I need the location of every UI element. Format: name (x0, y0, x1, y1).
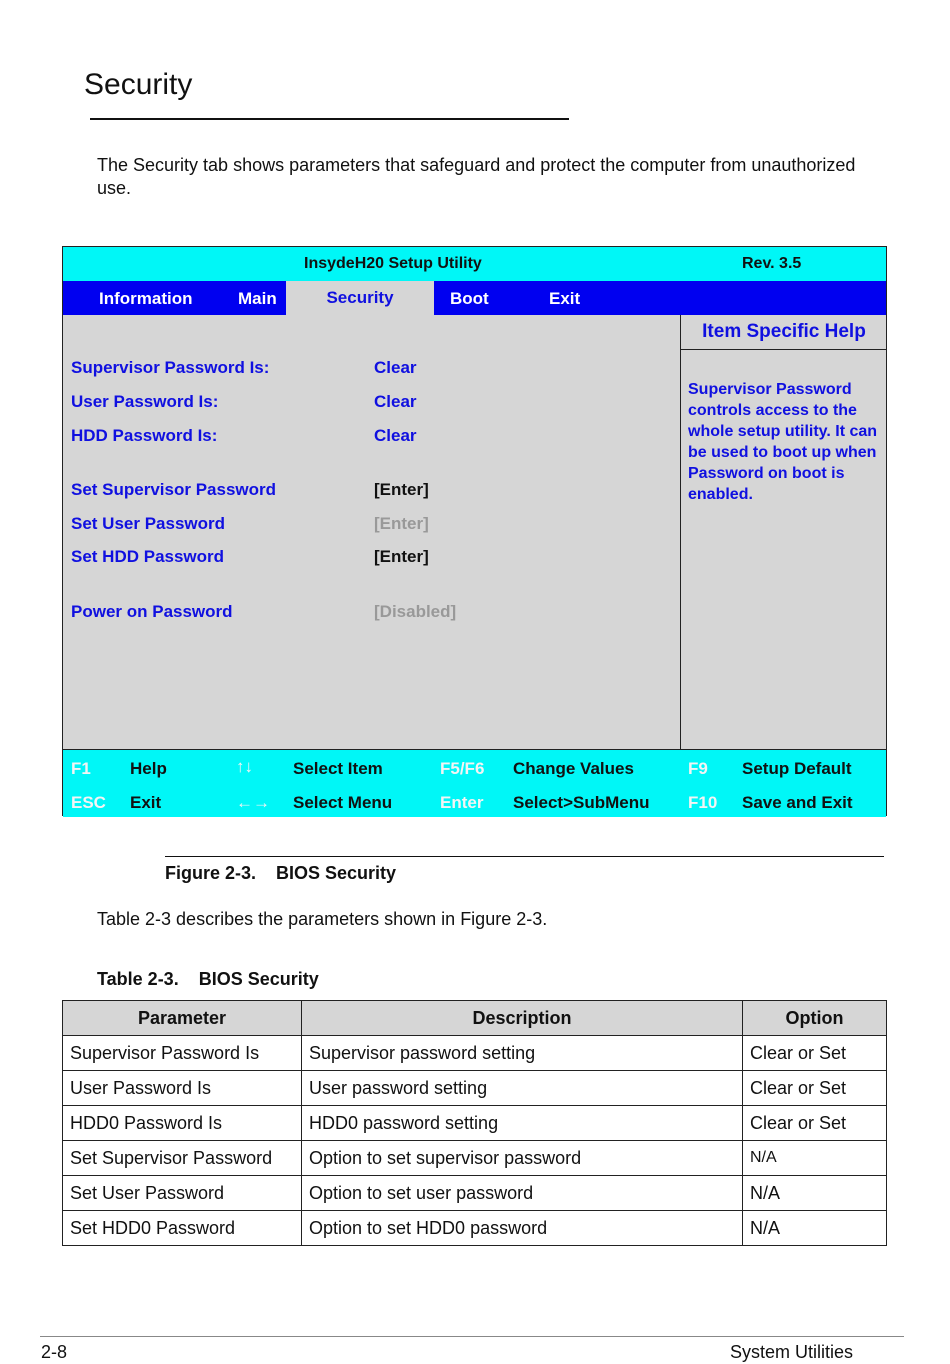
left-right-arrows-icon: ←→ (236, 793, 270, 812)
cell-option: N/A (743, 1141, 887, 1176)
key-enter: Enter (440, 793, 484, 812)
row-label-hdd-password-is: HDD Password Is: (71, 426, 218, 445)
page-title: Security (84, 68, 193, 101)
key-enter-desc: Select>SubMenu (513, 793, 650, 812)
table-row (63, 1106, 887, 1141)
bios-screenshot (62, 246, 887, 816)
cell-description: Option to set supervisor password (302, 1141, 743, 1176)
key-f9: F9 (688, 759, 708, 778)
key-f9-desc: Setup Default (742, 759, 852, 778)
row-value-set-user-password: [Enter] (374, 514, 429, 533)
bios-key-legend (63, 749, 886, 817)
bios-menu-bar (63, 281, 886, 315)
cell-option: Clear or Set (743, 1106, 887, 1141)
parameters-table (62, 1000, 887, 1246)
row-value-set-supervisor-password[interactable]: [Enter] (374, 480, 429, 499)
cell-description: Option to set user password (302, 1176, 743, 1211)
figure-caption: Figure 2-3. BIOS Security (165, 863, 397, 883)
cell-description: Option to set HDD0 password (302, 1211, 743, 1246)
row-value-supervisor-password-is: Clear (374, 358, 417, 377)
row-value-set-hdd-password[interactable]: [Enter] (374, 547, 429, 566)
key-esc: ESC (71, 793, 106, 812)
row-label-set-user-password[interactable]: Set User Password (71, 514, 226, 533)
tab-boot[interactable]: Boot (450, 289, 489, 308)
cell-option: Clear or Set (743, 1071, 887, 1106)
table-caption: Table 2-3. BIOS Security (97, 969, 319, 989)
row-label-set-supervisor-password[interactable]: Set Supervisor Password (71, 480, 277, 499)
key-f1-desc: Help (130, 759, 167, 778)
help-text: Supervisor Password controls access to the whole setup utility. It can be used to boot up when Password on boot is enabled. (688, 381, 878, 503)
row-label-power-on-password[interactable]: Power on Password (71, 602, 233, 621)
header-option: Option (743, 1001, 887, 1036)
table-row (63, 1071, 887, 1106)
row-value-hdd-password-is: Clear (374, 426, 417, 445)
footer-rule (40, 1336, 904, 1337)
cell-description: HDD0 password setting (302, 1106, 743, 1141)
cell-description: Supervisor password setting (302, 1036, 743, 1071)
title-rule (90, 118, 569, 120)
cell-description: User password setting (302, 1071, 743, 1106)
cell-option: Clear or Set (743, 1036, 887, 1071)
tab-main[interactable]: Main (238, 289, 277, 308)
key-leftright-desc: Select Menu (293, 793, 393, 812)
row-label-supervisor-password-is: Supervisor Password Is: (71, 358, 270, 377)
row-value-user-password-is: Clear (374, 392, 417, 411)
table-row (63, 1176, 887, 1211)
key-f1: F1 (71, 759, 91, 778)
row-label-set-hdd-password[interactable]: Set HDD Password (71, 547, 225, 566)
cell-parameter: User Password Is (63, 1071, 302, 1106)
bios-title-bar (63, 247, 886, 281)
cell-parameter: Set User Password (63, 1176, 302, 1211)
table-row (63, 1211, 887, 1246)
cell-parameter: Supervisor Password Is (63, 1036, 302, 1071)
cell-option: N/A (743, 1211, 887, 1246)
cell-parameter: Set HDD0 Password (63, 1211, 302, 1246)
bios-revision: Rev. 3.5 (742, 255, 802, 272)
key-updown-desc: Select Item (293, 759, 383, 778)
row-label-user-password-is: User Password Is: (71, 392, 219, 411)
key-esc-desc: Exit (130, 793, 162, 812)
key-f10-desc: Save and Exit (742, 793, 853, 812)
row-value-power-on-password: [Disabled] (374, 602, 457, 621)
chapter-name: System Utilities (730, 1342, 854, 1362)
table-row (63, 1036, 887, 1071)
header-description: Description (302, 1001, 743, 1036)
page-number: 2-8 (41, 1342, 68, 1362)
help-title: Item Specific Help (681, 315, 887, 350)
key-f10: F10 (688, 793, 718, 812)
figure-rule (165, 856, 884, 857)
table-row (63, 1141, 887, 1176)
table-reference-paragraph: Table 2-3 describes the parameters shown in Figure 2-3. (97, 909, 548, 929)
cell-option: N/A (743, 1176, 887, 1211)
key-f5f6: F5/F6 (440, 759, 485, 778)
help-divider (680, 315, 681, 749)
table-header-row (63, 1001, 887, 1036)
key-f5f6-desc: Change Values (513, 759, 634, 778)
cell-parameter: HDD0 Password Is (63, 1106, 302, 1141)
intro-paragraph: The Security tab shows parameters that safeguard and protect the computer from unauthorized use. (97, 155, 856, 198)
cell-parameter: Set Supervisor Password (63, 1141, 302, 1176)
tab-exit[interactable]: Exit (549, 289, 581, 308)
up-down-arrows-icon: ↑↓ (236, 757, 253, 776)
bios-title: InsydeH20 Setup Utility (304, 255, 482, 272)
tab-security[interactable]: Security (286, 281, 434, 315)
header-parameter: Parameter (63, 1001, 302, 1036)
tab-information[interactable]: Information (99, 289, 193, 308)
